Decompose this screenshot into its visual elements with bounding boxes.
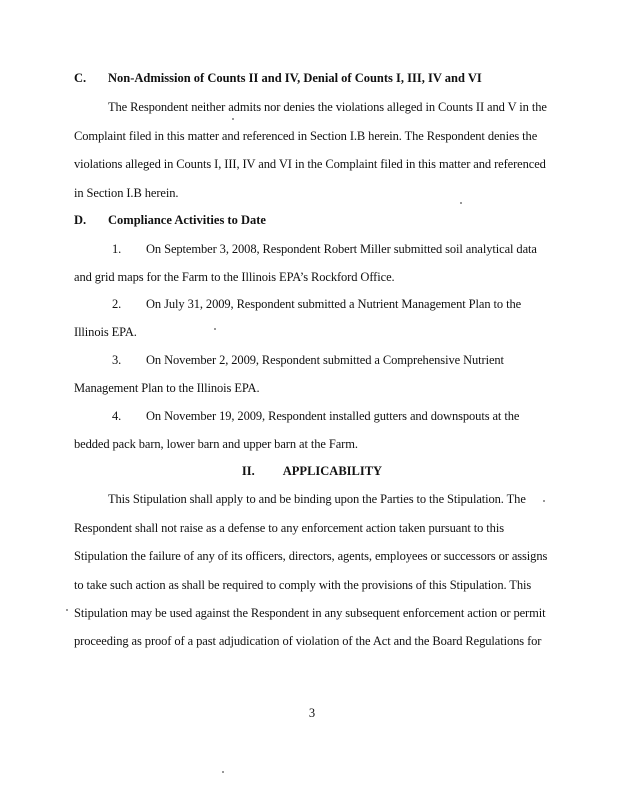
item-line: On November 2, 2009, Respondent submitted a Comprehensive Nutrient <box>146 353 504 367</box>
item-line: Illinois EPA. <box>74 325 137 339</box>
section-c-line: The Respondent neither admits nor denies the violations alleged in Counts II and V in the <box>108 100 547 114</box>
section-ii-line: This Stipulation shall apply to and be binding upon the Parties to the Stipulation. The <box>108 492 526 506</box>
section-c-line: violations alleged in Counts I, III, IV and VI in the Complaint filed in this matter and referenced <box>74 157 546 171</box>
item-number: 1. <box>112 242 122 256</box>
section-c-line: in Section I.B herein. <box>74 186 179 200</box>
section-c-title: Non-Admission of Counts II and IV, Denial of Counts I, III, IV and VI <box>108 71 482 85</box>
item-line: On July 31, 2009, Respondent submitted a Nutrient Management Plan to the <box>146 297 522 311</box>
section-d-heading <box>74 213 266 228</box>
section-c-line: Complaint filed in this matter and referenced in Section I.B herein. The Respondent denies the <box>74 129 538 143</box>
item-number: 3. <box>112 353 122 367</box>
section-ii-line: Respondent shall not raise as a defense to any enforcement action taken pursuant to this <box>74 521 504 535</box>
scan-speck <box>214 328 216 330</box>
item-line: Management Plan to the Illinois EPA. <box>74 381 260 395</box>
item-line: and grid maps for the Farm to the Illinois EPA’s Rockford Office. <box>74 270 395 284</box>
scan-speck <box>66 609 68 611</box>
item-line: On September 3, 2008, Respondent Robert Miller submitted soil analytical data <box>146 242 537 256</box>
scan-speck <box>543 500 545 502</box>
section-d-number: D. <box>74 213 87 227</box>
scan-speck <box>222 771 224 773</box>
section-ii-title: APPLICABILITY <box>282 464 383 478</box>
section-ii-line: proceeding as proof of a past adjudication of violation of the Act and the Board Regulations for <box>74 634 542 648</box>
section-c-heading <box>74 71 482 86</box>
item-line: On November 19, 2009, Respondent installed gutters and downspouts at the <box>146 409 520 423</box>
item-line: bedded pack barn, lower barn and upper barn at the Farm. <box>74 437 358 451</box>
section-ii-heading <box>0 464 624 479</box>
item-number: 4. <box>112 409 122 423</box>
section-ii-line: Stipulation the failure of any of its officers, directors, agents, employees or successors or assigns <box>74 549 548 563</box>
section-d-title: Compliance Activities to Date <box>108 213 266 227</box>
section-ii-line: to take such action as shall be required to comply with the provisions of this Stipulation. This <box>74 578 532 592</box>
section-ii-line: Stipulation may be used against the Respondent in any subsequent enforcement action or permit <box>74 606 546 620</box>
scan-speck <box>232 118 234 120</box>
section-c-number: C. <box>74 71 87 85</box>
scan-speck <box>460 202 462 204</box>
page-number: 3 <box>308 706 316 720</box>
section-ii-number: II. <box>241 464 255 478</box>
item-number: 2. <box>112 297 122 311</box>
